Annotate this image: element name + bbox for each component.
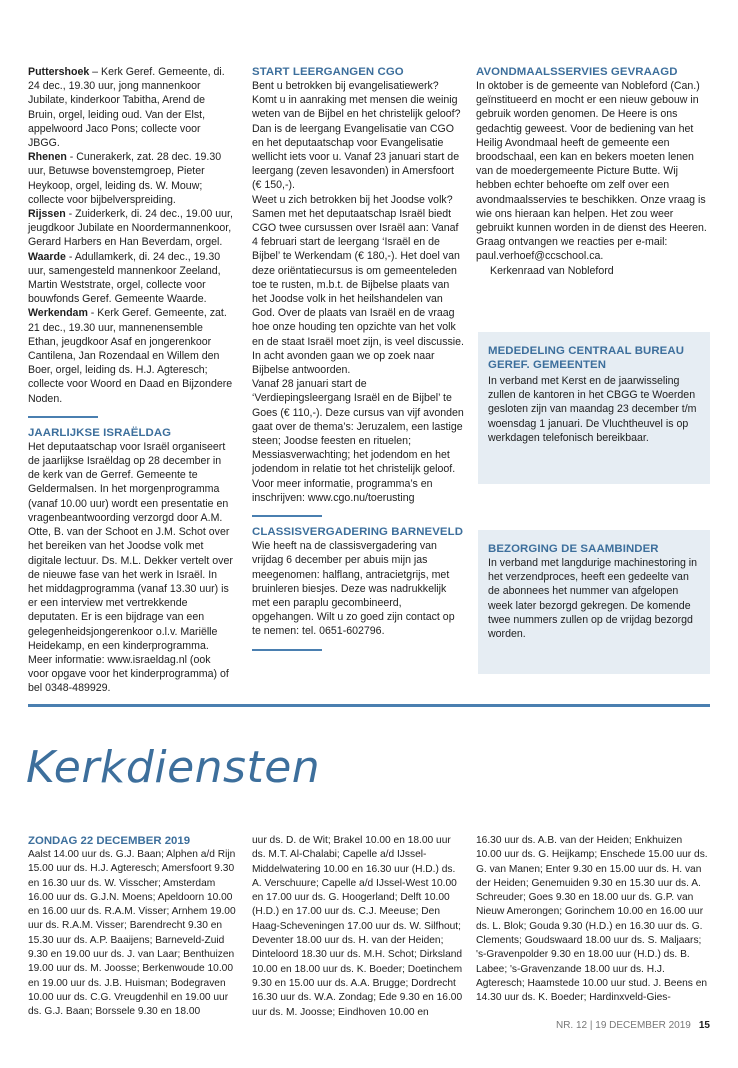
avondmaal-heading: AVONDMAALSSERVIES GEVRAAGD	[476, 66, 678, 78]
cgo-paragraph-2: Weet u zich betrokken bij het Joodse volk? Samen met het deputaatschap Israël biedt CGO twee cursussen over Israël aan: Vanaf 4 februari start de leergang ‘Israël en de Bijbel’ te Werkendam (€ 180,-). Het doel van deze oriëntatiecursus is om gemeenteleden toe te rusten, m.b.t. de Bijbelse plaats van het Joodse volk in het heilshandelen van God. Over de plaats van Israël en de vraag hoe onze houding ten opzichte van het volk en de staat Israël moet zijn, is veel discussie. In acht avonden gaan we op zoek naar Bijbelse antwoorden.	[252, 193, 464, 377]
service-werkendam: Werkendam - Kerk Geref. Gemeente, zat. 21 dec., 19.30 uur, mannenensemble Ethan, jeugdkoor Asaf en jongerenkoor Cantilena, Jan Rozendaal en Willem den Boer, orgel, leiding ds. H.J. Agteresch; collecte voor Woord en Daad en Bijzondere Noden.	[28, 307, 233, 405]
issue-info: NR. 12 | 19 DECEMBER 2019	[555, 1020, 691, 1031]
cbgg-text: In verband met Kerst en de jaarwisseling zullen de kantoren in het CBGG te Woerden gesloten zijn van maandag 23 december t/m woensdag 1 januari. De Vluchtheuvel is op werkdagen telefonisch bereikbaar.	[488, 375, 697, 444]
cgo-paragraph-3: Vanaf 28 januari start de ‘Verdiepingsleergang Israël en de Bijbel’ te Goes (€ 110,-). Deze cursus van vijf avonden gaat over de thema’s: Jeruzalem, een lastige steen; Joodse feesten en rituelen; Messiasverwachting; het jodendom en het jodendom in relatie tot het christelijk geloof.	[252, 378, 464, 476]
section-divider	[28, 704, 710, 707]
saambinder-heading: BEZORGING DE SAAMBINDER	[488, 543, 659, 555]
classis-text: Wie heeft na de classisvergadering van vrijdag 6 december per abuis mijn jas meegenomen: halflang, antracietgrijs, met bruinleren biesjes. Deze was nadrukkelijk met een paraplu gecombineerd, opgehangen. Wilt u zo goed zijn contact op te nemen: tel. 0651-602796.	[252, 540, 455, 638]
services-list-2: uur ds. D. de Wit; Brakel 10.00 en 18.00 uur ds. M.T. Al-Chalabi; Capelle a/d IJssel-Middelwatering 10.00 en 16.30 uur (H.D.) ds. A. Verschuure; Capelle a/d IJssel-West 10.00 en 17.00 uur ds. G. Hoogerland; Delft 10.00 (H.D.) en 17.00 uur ds. C.J. Meeuse; Den Haag-Scheveningen 17.00 uur ds. W. Silfhout; Deventer 18.00 uur ds. H. van der Heiden; Dinteloord 18.30 uur ds. M.H. Schot; Dirksland 10.00 en 18.00 uur ds. K. Boeder; Doetinchem 9.30 en 15.00 uur ds. A.A. Brugge; Dordrecht 16.30 uur ds. W.A. Zondag; Ede 9.30 en 16.00 uur ds. M. Joosse; Eindhoven 10.00 en	[252, 835, 463, 1018]
kerkdiensten-column-2	[252, 834, 464, 1020]
column-1	[28, 65, 234, 696]
divider	[252, 649, 322, 651]
divider	[28, 416, 98, 418]
israeldag-heading: JAARLIJKSE ISRAËLDAG	[28, 426, 172, 439]
services-list-3: 16.30 uur ds. A.B. van der Heiden; Enkhuizen 10.00 uur ds. G. Heijkamp; Enschede 15.00 uur ds. G. van Manen; Enter 9.30 en 15.00 uur ds. H. van der Heiden; Genemuiden 9.30 en 15.30 uur ds. A. Schreuder; Goes 9.30 en 18.00 uur ds. G.P. van Nieuw Amerongen; Gorinchem 10.00 en 16.00 uur ds. L. Blok; Gouda 9.30 (H.D.) en 16.30 uur ds. G. Clements; Goudswaard 18.00 uur ds. S. Maljaars; 's-Gravenpolder 9.30 en 18.00 uur (H.D.) ds. B. Labee; 's-Gravenzande 18.00 uur ds. H.J. Agteresch; Haamstede 10.00 uur stud. J. Beens en 14.30 uur ds. K. Boeder; Hardinxveld-Gies-	[476, 835, 708, 1004]
israeldag-text: Het deputaatschap voor Israël organiseert de jaarlijkse Israëldag op 28 december in de kerk van de Gerref. Gemeente te Geldermalsen. In het morgenprogramma (vanaf 10.00 uur) wordt een presentatie en vragenbeantwoording verzorgd door A.M. Otte, B. van der Schoot en J.M. Schot over het bereiken van het Joodse volk met digitale lectuur. Ds. M.L. Dekker vertelt over de nieuwe fase van het werk in Israël. In het middagprogramma (vanaf 13.30 uur) is er een interview met vertrekkende deputaten. Er is een bijdrage van een gelegenheidsjongerenkoor o.l.v. Mariëlle Heidekamp, en een kinderprogramma. Meer informatie: www.israeldag.nl (ook voor opgave voor het kinderprogramma) of bel 0348-489929.	[28, 440, 233, 695]
cgo-paragraph-1: Bent u betrokken bij evangelisatiewerk? Komt u in aanraking met mensen die weinig weten van de Bijbel en het christelijk geloof? Dan is de leergang Evangelisatie van CGO en het deputaatschap voor Evangelisatie wellicht iets voor u. Vanaf 23 januari start de leergang (zeven lesavonden) in Amersfoort (€ 150,-).	[252, 80, 461, 192]
column-3	[476, 65, 708, 278]
column-2	[252, 65, 464, 651]
cgo-heading: START LEERGANGEN CGO	[252, 66, 404, 78]
page-footer	[556, 1020, 710, 1031]
service-rijssen: Rijssen - Zuiderkerk, di. 24 dec., 19.00 uur, jeugdkoor Jubilate en Noordermannenkoor, Gerard Harbers en Han Beverdam, orgel.	[28, 208, 233, 249]
kerkdiensten-title: Kerkdiensten	[26, 742, 321, 793]
notice-box-saambinder	[478, 530, 710, 674]
cbgg-heading: MEDEDELING CENTRAAL BUREAU GEREF. GEMEENTEN	[488, 345, 685, 371]
avondmaal-signature: Kerkenraad van Nobleford	[490, 264, 614, 277]
kerkdiensten-column-3	[476, 834, 710, 1006]
notice-box-cbgg	[478, 332, 710, 484]
service-waarde: Waarde - Adullamkerk, di. 24 dec., 19.30 uur, samengesteld mannenkoor Zeeland, Martin Weststrate, orgel, collecte voor bouwfonds Geref. Gemeente Waarde.	[28, 250, 221, 306]
page-number: 15	[698, 1020, 710, 1031]
divider	[252, 515, 322, 517]
cgo-paragraph-4: Voor meer informatie, programma’s en inschrijven: www.cgo.nu/toerusting	[252, 477, 433, 504]
classis-heading: CLASSISVERGADERING BARNEVELD	[252, 526, 464, 539]
service-puttershoek: Puttershoek – Kerk Geref. Gemeente, di. 24 dec., 19.30 uur, jong mannenkoor Jubilate, kinderkoor Tabitha, Arend de Bruin, orgel, leiding oud. Van der Elst, appelwoord Jaco Pons; collecte voor JBGG.	[28, 66, 225, 150]
saambinder-text: In verband met langdurige machinestoring in het verzendproces, heeft een gedeelte van de abonnees het nummer van afgelopen week later bezorgd gekregen. De komende twee nummers zullen op de vrijdag bezorgd worden.	[488, 557, 698, 641]
kerkdiensten-column-1	[28, 834, 240, 1020]
services-list-1: Aalst 14.00 uur ds. G.J. Baan; Alphen a/d Rijn 15.00 uur ds. H.J. Agteresch; Amersfoort 9.30 en 16.30 uur ds. W. Visscher; Amsterdam 16.00 uur ds. G.J.N. Moens; Apeldoorn 10.00 en 16.00 uur ds. R.A.M. Visser; Arnhem 19.00 uur ds. R.A.M. Visser; Barendrecht 9.30 en 15.30 uur ds. A.P. Baaijens; Barneveld-Zuid 9.30 en 19.00 uur ds. J. van Laar; Benthuizen 19.00 uur ds. M. Joosse; Berkenwoude 10.00 en 19.00 uur ds. J.B. Huisman; Bodegraven 10.00 uur ds. C.G. Vreugdenhil en 19.00 uur ds. G.J. Baan; Borssele 9.30 en 18.00	[28, 849, 236, 1018]
avondmaal-text: In oktober is de gemeente van Nobleford (Can.) geïnstitueerd en mocht er een nieuw gebouw in gebruik worden genomen. De Heere is ons gedachtig geweest. Voor de bediening van het Heilig Avondmaal heeft de gemeente een broodschaal, een kan en bekers moeten lenen van de moedergemeente Picture Butte. Wij hebben echter behoefte om zelf over een avondmaalsservies te beschikken. Onze vraag is wie ons hieraan kan helpen. Het zou weer gebruikt kunnen worden in de dienst des Heeren. Graag ontvangen we reacties per e-mail: paul.verhoef@ccschool.ca.	[476, 80, 707, 263]
date-heading: ZONDAG 22 DECEMBER 2019	[28, 835, 191, 847]
service-rhenen: Rhenen - Cunerakerk, zat. 28 dec. 19.30 uur, Betuwse bovenstemgroep, Pieter Heykoop, orgel, leiding ds. W. Mouw; collecte voor bijbelverspreiding.	[28, 151, 222, 206]
